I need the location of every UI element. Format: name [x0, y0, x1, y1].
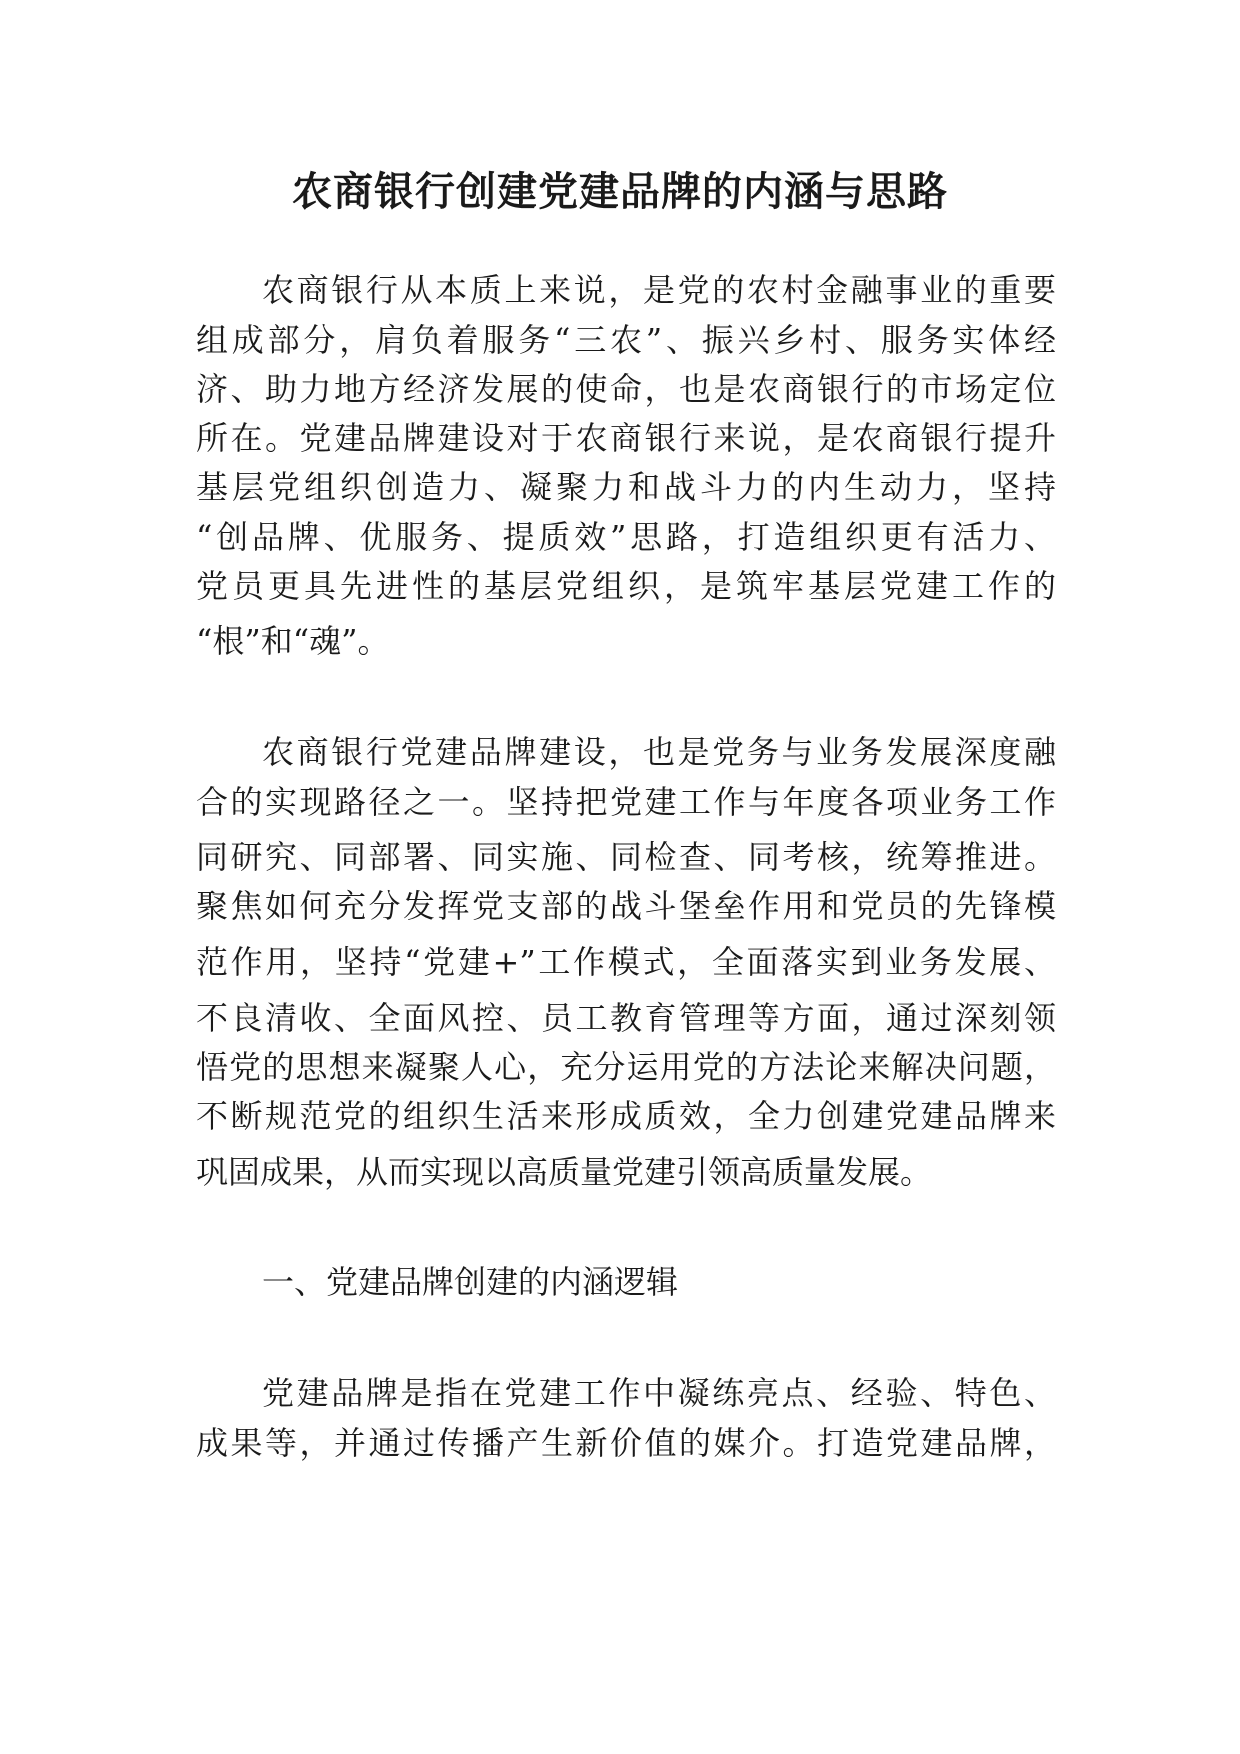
paragraph-2-line-8: 不断规范党的组织生活来形成质效，全力创建党建品牌来 — [196, 1097, 1056, 1135]
paragraph-1-line-5: 基层党组织创造力、凝聚力和战斗力的内生动力，坚持 — [196, 468, 1056, 506]
document-title: 农商银行创建党建品牌的内涵与思路 — [292, 169, 948, 215]
paragraph-1-line-6: “创品牌、优服务、提质效”思路，打造组织更有活力、 — [196, 518, 1056, 556]
paragraph-1-line-4: 所在。党建品牌建设对于农商银行来说，是农商银行提升 — [196, 419, 1056, 457]
paragraph-2-line-3: 同研究、同部署、同实施、同检查、同考核，统筹推进。 — [196, 838, 1056, 876]
paragraph-2-line-4: 聚焦如何充分发挥党支部的战斗堡垒作用和党员的先锋模 — [196, 887, 1056, 925]
paragraph-2-line-9: 巩固成果，从而实现以高质量党建引领高质量发展。 — [196, 1153, 933, 1191]
paragraph-1-line-8: “根”和“魂”。 — [196, 622, 390, 660]
paragraph-2-line-2: 合的实现路径之一。坚持把党建工作与年度各项业务工作 — [196, 783, 1056, 821]
paragraph-2-line-7: 悟党的思想来凝聚人心，充分运用党的方法论来解决问题， — [196, 1048, 1056, 1086]
paragraph-1-line-2: 组成部分，肩负着服务“三农”、振兴乡村、服务实体经 — [196, 321, 1056, 359]
paragraph-1-line-7: 党员更具先进性的基层党组织，是筑牢基层党建工作的 — [196, 567, 1056, 605]
paragraph-3-line-2: 成果等，并通过传播产生新价值的媒介。打造党建品牌， — [196, 1424, 1056, 1462]
paragraph-2-line-5: 范作用，坚持“党建+”工作模式，全面落实到业务发展、 — [196, 943, 1056, 981]
paragraph-1-line-3: 济、助力地方经济发展的使命，也是农商银行的市场定位 — [196, 370, 1056, 408]
paragraph-1-line-1: 农商银行从本质上来说，是党的农村金融事业的重要 — [262, 271, 1056, 309]
paragraph-2-line-6: 不良清收、全面风控、员工教育管理等方面，通过深刻领 — [196, 999, 1056, 1037]
paragraph-2-line-1: 农商银行党建品牌建设，也是党务与业务发展深度融 — [262, 733, 1056, 771]
paragraph-3-line-1: 党建品牌是指在党建工作中凝练亮点、经验、特色、 — [262, 1374, 1056, 1412]
section-heading-1: 一、党建品牌创建的内涵逻辑 — [262, 1263, 679, 1301]
